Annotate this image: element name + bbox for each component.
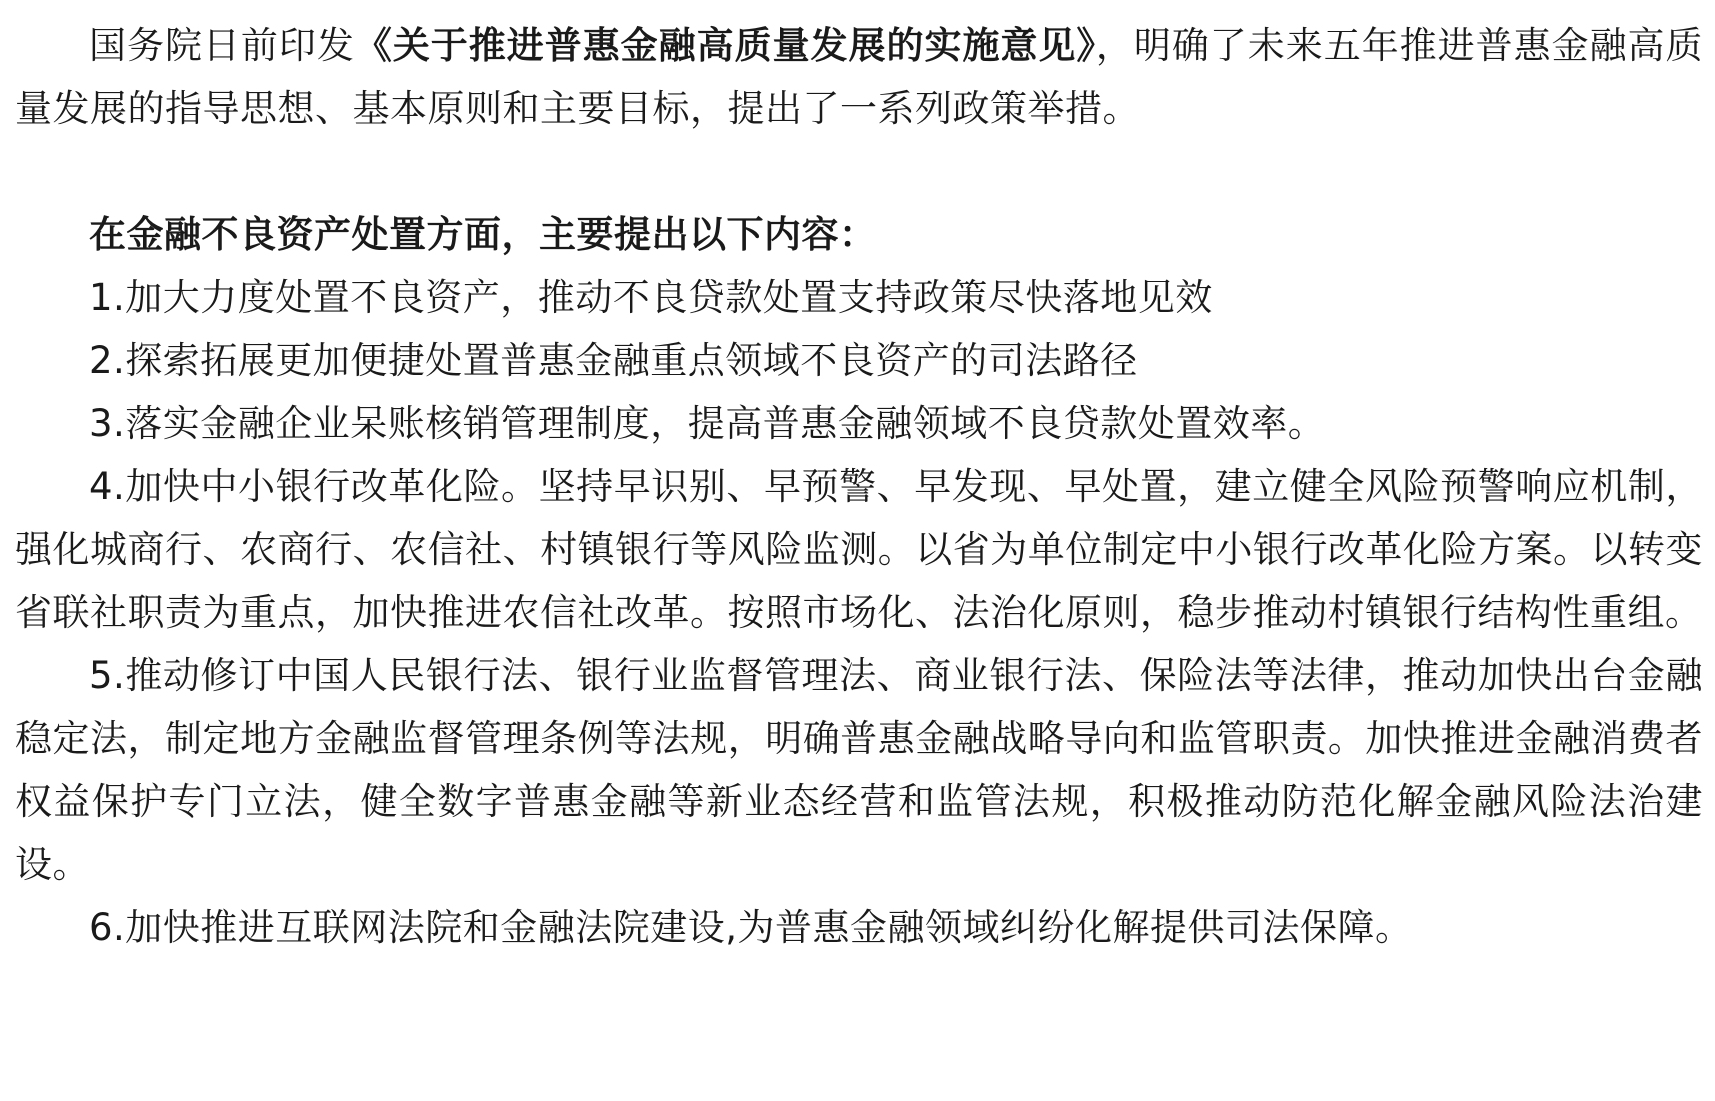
list-item-4: 4.加快中小银行改革化险。坚持早识别、早预警、早发现、早处置，建立健全风险预警响应机制，强化城商行、农商行、农信社、村镇银行等风险监测。以省为单位制定中小银行改革化险方案。以转变省联社职责为重点，加快推进农信社改革。按照市场化、法治化原则，稳步推动村镇银行结构性重组。 — [15, 465, 1703, 634]
policy-document-title: 《关于推进普惠金融高质量发展的实施意见》 — [354, 24, 1096, 67]
list-item-1: 1.加大力度处置不良资产，推动不良贷款处置支持政策尽快落地见效 — [89, 276, 1213, 319]
list-item-3: 3.落实金融企业呆账核销管理制度，提高普惠金融领域不良贷款处置效率。 — [89, 402, 1326, 445]
list-item-6: 6.加快推进互联网法院和金融法院建设,为普惠金融领域纠纷化解提供司法保障。 — [89, 906, 1413, 949]
list-item-5: 5.推动修订中国人民银行法、银行业监督管理法、商业银行法、保险法等法律，推动加快出台金融稳定法，制定地方金融监督管理条例等法规，明确普惠金融战略导向和监管职责。加快推进金融消费者权益保护专门立法，健全数字普惠金融等新业态经营和监管法规，积极推动防范化解金融风险法治建设。 — [15, 654, 1703, 886]
intro-paragraph — [15, 14, 1703, 140]
section-heading: 在金融不良资产处置方面，主要提出以下内容： — [89, 213, 877, 256]
intro-trailing-text: ，明确了未来五年推进普惠金融高质量发展的指导思想、基本原则和主要目标，提出了一系列政策举措。 — [15, 24, 1704, 130]
document-body — [15, 14, 1703, 959]
list-item-2: 2.探索拓展更加便捷处置普惠金融重点领域不良资产的司法路径 — [89, 339, 1138, 382]
paragraph-spacer — [15, 140, 1703, 203]
intro-lead-text: 国务院日前印发 — [89, 24, 355, 67]
